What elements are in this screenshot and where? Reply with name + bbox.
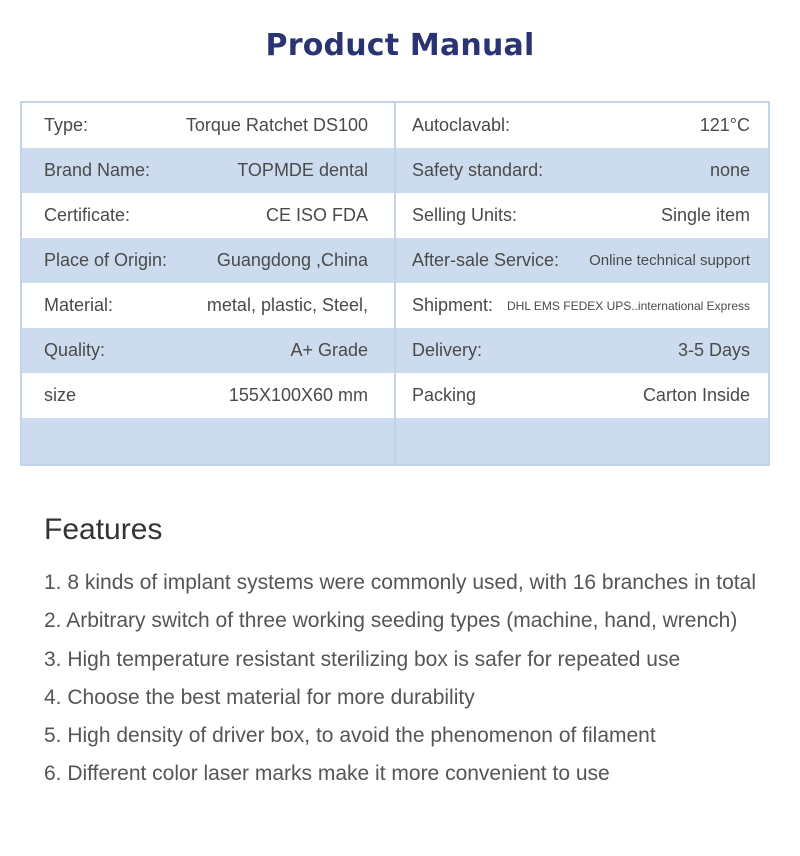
spec-label: Delivery: [412,340,483,360]
features-heading: Features [44,513,163,546]
feature-item: 3. High temperature resistant sterilizing box is safer for repeated use [44,647,681,671]
spec-value: Online technical support [589,252,750,269]
spec-label: Certificate: [44,205,131,225]
spec-label: Place of Origin: [44,250,168,270]
spec-value: CE ISO FDA [265,205,368,225]
feature-item: 2. Arbitrary switch of three working seeding types (machine, hand, wrench) [44,609,738,633]
feature-item: 1. 8 kinds of implant systems were commonly used, with 16 branches in total [44,571,756,594]
spec-table [20,101,770,466]
spec-label: Autoclavabl: [412,115,511,135]
spec-value: TOPMDE dental [237,160,368,180]
spec-label: Safety standard: [412,160,544,180]
spec-value: 3-5 Days [677,340,750,360]
feature-item: 5. High density of driver box, to avoid the phenomenon of filament [44,724,656,748]
spec-value: metal, plastic, Steel, [206,295,368,315]
spec-label: After-sale Service: [412,250,560,270]
spec-value: Carton Inside [642,385,750,405]
spec-label: Brand Name: [44,160,151,180]
spec-label: Selling Units: [412,205,518,225]
spec-value: A+ Grade [290,340,368,360]
spec-label: Shipment: [412,295,494,315]
spec-label: Type: [44,115,89,135]
spec-label: Packing [412,385,477,405]
feature-item: 4. Choose the best material for more durability [44,685,475,709]
page-title: Product Manual [265,28,535,63]
spec-label: Material: [44,295,114,315]
spec-value: Single item [660,205,750,225]
spec-value: 155X100X60 mm [228,385,368,405]
spec-value: Guangdong ,China [216,250,368,270]
spec-value: Torque Ratchet DS100 [185,115,368,135]
spec-value: none [709,160,750,180]
spec-value: 121°C [699,115,750,135]
spec-label: Quality: [44,340,106,360]
feature-item: 6. Different color laser marks make it more convenient to use [44,762,610,786]
spec-label: size [44,385,77,405]
column-divider [394,103,396,464]
features-section [44,510,784,794]
spec-value: DHL EMS FEDEX UPS..international Express [507,298,750,313]
